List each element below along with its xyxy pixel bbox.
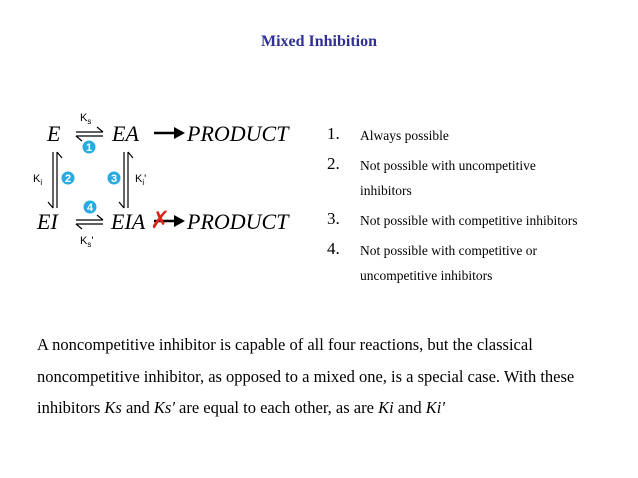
badge-3-icon [108, 172, 121, 186]
paragraph-line: inhibitors Ks and Ks' are equal to each other, as are Ki and Ki' [37, 398, 445, 417]
list-item-text: Always possible [360, 128, 449, 143]
list-item-number: 4. [327, 239, 340, 258]
list-item-text: inhibitors [360, 183, 412, 198]
ki-prime-label: $K_i'$ [135, 173, 147, 187]
product-bottom: PRODUCT [187, 209, 289, 234]
ki-prime-term: Ki' [425, 398, 445, 417]
paragraph-line: noncompetitive inhibitor, as opposed to a mixed one, is a special case. With these [37, 367, 575, 386]
list-item-number: 3. [327, 209, 340, 228]
ks-label: $K_s$ [80, 112, 92, 126]
list-item-number: 1. [327, 124, 340, 143]
badge-1-icon [83, 141, 96, 155]
page-title: Mixed Inhibition [260, 33, 378, 50]
list-item-text: Not possible with competitive inhibitors [360, 213, 578, 228]
ks-prime-term: Ks' [153, 398, 175, 417]
equilibrium-arrow-ki [48, 152, 62, 208]
product-top: PRODUCT [187, 121, 289, 146]
species-eia: EIA [111, 209, 146, 234]
list-item-text: uncompetitive inhibitors [360, 268, 493, 283]
equilibrium-arrow-ks-prime [76, 215, 103, 229]
list-item-text: Not possible with competitive or [360, 243, 537, 258]
reaction-scheme [0, 100, 320, 260]
species-ei: EI [37, 209, 58, 234]
svg-text:3: 3 [110, 173, 118, 185]
list-item-number: 2. [327, 154, 340, 173]
ks-prime-label: $K_s'$ [80, 235, 94, 249]
species-e: E [47, 121, 61, 146]
svg-text:4: 4 [86, 202, 94, 214]
ki-term: Ki [378, 398, 394, 417]
badge-4-icon [84, 201, 97, 215]
equilibrium-arrow-ks [76, 127, 103, 141]
list-item-text: Not possible with uncompetitive [360, 158, 536, 173]
svg-text:2: 2 [64, 173, 72, 185]
product-arrow-top [154, 127, 185, 139]
svg-text:1: 1 [85, 142, 93, 154]
equilibrium-arrow-ki-prime [119, 152, 133, 208]
paragraph-line: A noncompetitive inhibitor is capable of all four reactions, but the classical [37, 335, 533, 354]
ki-label: $K_i$ [33, 173, 43, 187]
species-ea: EA [112, 121, 139, 146]
blocked-x-icon: ✗ [150, 206, 171, 234]
ks-term: Ks [104, 398, 122, 417]
badge-2-icon [62, 172, 75, 186]
